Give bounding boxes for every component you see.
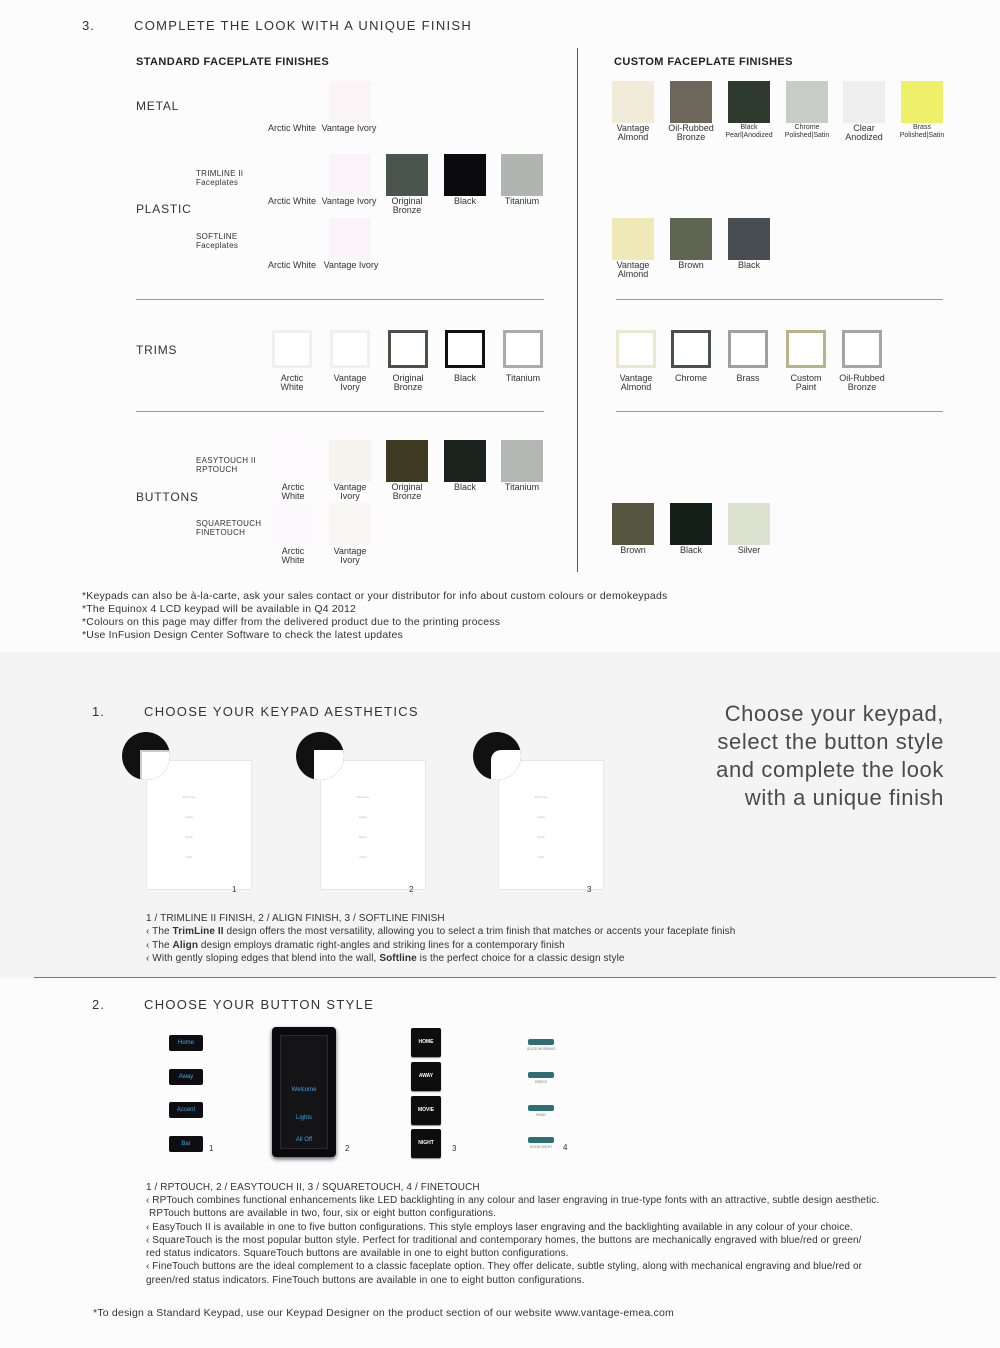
swatch-label: Black — [453, 482, 476, 492]
section2-description — [146, 1181, 954, 1194]
trim-swatch — [445, 330, 485, 368]
keypad-button: Night — [185, 855, 193, 859]
trim-swatch — [388, 330, 428, 368]
keypad-number: 2 — [409, 885, 414, 894]
subcategory-softline: SOFTLINE Faceplates — [196, 232, 239, 250]
swatch-trimline-arctic-white — [272, 154, 314, 196]
swatch-custom-metal — [786, 81, 828, 123]
style-number: 3 — [452, 1144, 457, 1153]
swatch-custom-metal — [901, 81, 943, 123]
trim-swatch — [671, 330, 711, 368]
swatch-label: Black — [453, 373, 476, 383]
finetouch-button — [528, 1039, 554, 1045]
bullet-softline: ‹ With gently sloping edges that blend into the wall, Softline is the perfect choice for a classic design style — [146, 952, 625, 964]
button-swatch — [612, 503, 654, 545]
finetouch-label: GOOD NIGHT — [529, 1145, 553, 1149]
swatch-label: Black — [679, 545, 702, 555]
button-swatch — [386, 440, 428, 482]
swatch-label: Titanium — [504, 482, 540, 492]
swatch-label: Custom Paint — [790, 373, 822, 392]
trim-swatch — [330, 330, 370, 368]
swatch-label: Black — [737, 260, 760, 270]
trimline-corner-detail — [122, 732, 170, 780]
swatch-label: Arctic White — [281, 482, 305, 501]
swatch-custom-plastic — [612, 218, 654, 260]
squaretouch-button: NIGHT — [411, 1129, 441, 1158]
swatch-label: Original Bronze — [391, 482, 423, 501]
swatch-label: Black Pearl|Anodized — [725, 124, 773, 139]
swatch-label: Brown — [678, 260, 704, 270]
category-buttons: BUTTONS — [136, 490, 199, 504]
trim-swatch — [842, 330, 882, 368]
swatch-custom-metal — [612, 81, 654, 123]
swatch-trimline-original-bronze — [386, 154, 428, 196]
swatch-label: Vantage Ivory — [321, 196, 377, 206]
swatch-label: Oil-Rubbed Bronze — [668, 123, 714, 142]
swatch-label: Vantage Almond — [619, 373, 653, 392]
swatch-label: Arctic White — [267, 123, 316, 133]
style-number: 1 — [209, 1144, 214, 1153]
finetouch-button — [528, 1072, 554, 1078]
swatch-label: Titanium — [504, 196, 540, 206]
section2-title: CHOOSE YOUR BUTTON STYLE — [144, 997, 375, 1012]
button-swatch — [501, 440, 543, 482]
swatch-label: Vantage Ivory — [321, 123, 377, 133]
section1-caption: 1 / TRIMLINE II FINISH, 2 / ALIGN FINISH, 3 / SOFTLINE FINISH — [146, 913, 445, 924]
swatch-label: Brown — [620, 545, 646, 555]
swatch-label: Silver — [737, 545, 761, 555]
column-divider — [577, 48, 578, 572]
divider — [616, 411, 943, 412]
keypad-button: Night — [359, 855, 367, 859]
button-swatch — [272, 503, 314, 545]
easytouch-keypad — [272, 1027, 336, 1157]
trim-swatch — [503, 330, 543, 368]
swatch-label: Chrome Polished|Satin — [784, 124, 830, 139]
swatch-trimline-black — [444, 154, 486, 196]
keypad-button: Music — [185, 835, 193, 839]
squaretouch-button: MOVIE — [411, 1096, 441, 1125]
swatch-label: Arctic White — [281, 546, 305, 565]
squaretouch-button: AWAY — [411, 1062, 441, 1091]
swatch-label: Original Bronze — [392, 373, 424, 392]
keypad-button: Music — [359, 835, 367, 839]
swatch-label: Vantage Ivory — [333, 373, 367, 392]
section2-caption: 1 / RPTOUCH, 2 / EASYTOUCH II, 3 / SQUARETOUCH, 4 / FINETOUCH — [146, 1182, 480, 1193]
swatch-label: Arctic White — [267, 260, 316, 270]
subcategory-easytouch: EASYTOUCH II RPTOUCH — [196, 456, 256, 474]
button-swatch — [272, 440, 314, 482]
section-divider — [34, 977, 996, 978]
standard-heading: STANDARD FACEPLATE FINISHES — [136, 56, 330, 68]
swatch-label: Vantage Ivory — [323, 260, 379, 270]
swatch-label: Original Bronze — [391, 196, 423, 215]
keypad-button: Music — [537, 835, 545, 839]
keypad-button: Lights — [536, 815, 545, 819]
swatch-label: Brass — [736, 373, 760, 383]
easytouch-button: Lights — [295, 1115, 312, 1121]
swatch-custom-metal — [670, 81, 712, 123]
section2-paragraphs: ‹ RPTouch combines functional enhancements like LED backlighting in any colour and laser engraving in true-type fonts with an attractive, subtle design aesthetic. RPTouch buttons are available in two, four, six or eight button configurations. ‹ EasyTouch II is available in one to five button configurations. This style employs laser engraving and the backlighting available in any colour of your choice. ‹ SquareTouch is the most popular button style. Perfect for traditional and contemporary homes, the buttons are mechanically engraved with blue/red or green/ red status indicators. SquareTouch buttons are available in one to eight button configurations. ‹ FineTouch buttons are the ideal complement to a classic faceplate option. They offer delicate, subtle styling, along with mechanical engraving and blue/red or green/red status indicators. FineTouch buttons are available in one to eight button configurations. — [146, 1195, 880, 1286]
swatch-label: Vantage Almond — [616, 260, 650, 279]
keypad-number: 1 — [232, 885, 237, 894]
subcategory-squaretouch: SQUARETOUCH FINETOUCH — [196, 519, 262, 537]
keypad-button: Welcome — [182, 795, 196, 799]
finetouch-label: GOOD MORNING — [526, 1047, 556, 1051]
easytouch-button: All Off — [295, 1137, 313, 1143]
swatch-softline-vantage-ivory — [329, 218, 371, 260]
swatch-custom-plastic — [728, 218, 770, 260]
category-trims: TRIMS — [136, 343, 178, 357]
swatch-label: Arctic White — [280, 373, 304, 392]
trim-swatch — [272, 330, 312, 368]
section3-number: 3. — [82, 18, 95, 33]
swatch-custom-metal — [728, 81, 770, 123]
bullet-align: ‹ The Align design employs dramatic right-angles and striking lines for a contemporary finish — [146, 939, 565, 951]
swatch-metal-arctic-white — [272, 81, 314, 123]
subcategory-trimline: TRIMLINE II Faceplates — [196, 169, 244, 187]
bullet-trimline: ‹ The TrimLine II design offers the most versatility, allowing you to select a trim finish that matches or accents your faceplate finish — [146, 926, 736, 938]
keypad-button: Welcome — [534, 795, 548, 799]
rptouch-button: Home — [169, 1035, 203, 1051]
swatch-label: Brass Polished|Satin — [899, 124, 945, 139]
finetouch-label: READ — [536, 1113, 546, 1117]
divider — [136, 411, 544, 412]
swatch-trimline-titanium — [501, 154, 543, 196]
swatch-custom-plastic — [670, 218, 712, 260]
section1-description — [146, 912, 946, 965]
category-metal: METAL — [136, 99, 180, 113]
swatch-metal-vantage-ivory — [329, 81, 371, 123]
trim-swatch — [786, 330, 826, 368]
finetouch-button — [528, 1137, 554, 1143]
rptouch-button: Bar — [169, 1136, 203, 1152]
tagline: Choose your keypad, select the button style and complete the look with a unique finish — [716, 701, 944, 810]
style-number: 4 — [563, 1143, 568, 1152]
swatch-label: Vantage Ivory — [333, 546, 367, 565]
notes: *Keypads can also be à-la-carte, ask your sales contact or your distributor for info about custom colours or demokeypads *The Equinox 4 LCD keypad will be available in Q4 2012 *Colours on this page may differ from the delivered product due to the printing process *Use InFusion Design Center Software to check the latest updates — [82, 590, 668, 641]
category-plastic: PLASTIC — [136, 202, 192, 216]
trim-swatch — [728, 330, 768, 368]
button-swatch — [670, 503, 712, 545]
swatch-label: Vantage Almond — [616, 123, 650, 142]
swatch-label: Titanium — [505, 373, 541, 383]
swatch-label: Arctic White — [267, 196, 316, 206]
softline-corner-detail — [473, 732, 521, 780]
section3-title: COMPLETE THE LOOK WITH A UNIQUE FINISH — [134, 18, 473, 33]
swatch-label: Black — [453, 196, 476, 206]
swatch-label: Clear Anodized — [845, 123, 883, 142]
section1-title: CHOOSE YOUR KEYPAD AESTHETICS — [144, 704, 419, 719]
swatch-label: Vantage Ivory — [333, 482, 367, 501]
keypad-button: Night — [537, 855, 545, 859]
swatch-softline-arctic-white — [272, 218, 314, 260]
finetouch-button — [528, 1105, 554, 1111]
custom-heading: CUSTOM FACEPLATE FINISHES — [614, 56, 793, 68]
keypad-button: Lights — [358, 815, 367, 819]
divider — [616, 299, 943, 300]
finetouch-label: DRESS — [534, 1080, 548, 1084]
swatch-label: Oil-Rubbed Bronze — [839, 373, 885, 392]
section2-number: 2. — [92, 997, 105, 1012]
style-number: 2 — [345, 1144, 350, 1153]
rptouch-button: Away — [169, 1069, 203, 1085]
keypad-button: Lights — [184, 815, 193, 819]
squaretouch-button: HOME — [411, 1028, 441, 1057]
swatch-label: Chrome — [674, 373, 707, 383]
swatch-trimline-vantage-ivory — [329, 154, 371, 196]
easytouch-button: Welcome — [291, 1087, 317, 1093]
align-corner-detail — [296, 732, 344, 780]
button-swatch — [728, 503, 770, 545]
section1-number: 1. — [92, 704, 105, 719]
footnote: *To design a Standard Keypad, use our Keypad Designer on the product section of our website www.vantage-emea.com — [93, 1307, 674, 1319]
trim-swatch — [616, 330, 656, 368]
button-swatch — [329, 440, 371, 482]
swatch-custom-metal — [843, 81, 885, 123]
button-swatch — [329, 503, 371, 545]
divider — [136, 299, 544, 300]
button-swatch — [444, 440, 486, 482]
keypad-button: Welcome — [356, 795, 370, 799]
keypad-number: 3 — [587, 885, 592, 894]
rptouch-button: Accent — [169, 1102, 203, 1118]
